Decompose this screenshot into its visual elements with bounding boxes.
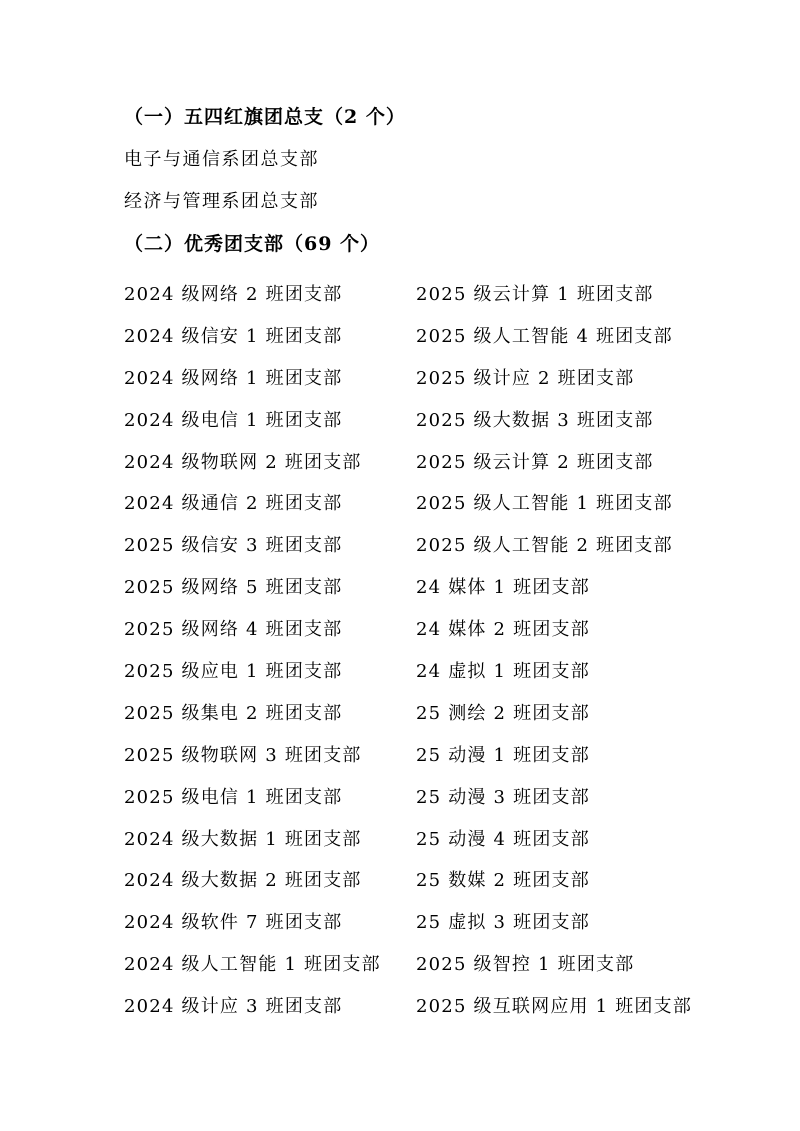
list-row [124,860,704,902]
list-row [124,735,704,777]
list-item: 25 动漫 1 班团支部 [416,744,590,766]
list-row [124,274,704,316]
list-row [124,525,704,567]
list-item: 2025 级人工智能 2 班团支部 [416,535,673,557]
list-item: 2024 级网络 1 班团支部 [124,367,343,389]
list-item: 25 虚拟 3 班团支部 [416,912,590,934]
list-item: 2024 级大数据 1 班团支部 [124,828,362,850]
list-row [124,567,704,609]
list-row [124,777,704,819]
list-row [124,400,704,442]
section-1-item: 经济与管理系团总支部 [124,191,319,212]
list-item: 2024 级电信 1 班团支部 [124,409,343,431]
list-item: 2024 级计应 3 班团支部 [124,996,343,1018]
list-item: 24 媒体 1 班团支部 [416,577,590,599]
list-item: 2025 级网络 4 班团支部 [124,619,343,641]
list-item: 2025 级互联网应用 1 班团支部 [416,996,693,1018]
list-item: 2024 级信安 1 班团支部 [124,325,343,347]
list-row [124,609,704,651]
list-row [124,693,704,735]
list-row [124,316,704,358]
list-item: 25 动漫 4 班团支部 [416,828,590,850]
list-row [124,944,704,986]
list-item: 2025 级云计算 2 班团支部 [416,451,654,473]
list-item: 2025 级电信 1 班团支部 [124,786,343,808]
list-item: 2024 级软件 7 班团支部 [124,912,343,934]
list-item: 2025 级物联网 3 班团支部 [124,744,362,766]
list-item: 2025 级网络 5 班团支部 [124,577,343,599]
list-row [124,902,704,944]
section-2-heading: （二）优秀团支部（69 个） [124,233,381,255]
list-item: 2025 级集电 2 班团支部 [124,702,343,724]
list-item: 25 动漫 3 班团支部 [416,786,590,808]
list-item: 2024 级通信 2 班团支部 [124,493,343,515]
section-1-heading: （一）五四红旗团总支（2 个） [124,106,406,128]
list-row [124,819,704,861]
list-item: 2025 级智控 1 班团支部 [416,954,635,976]
list-row [124,483,704,525]
branch-list [124,274,704,1028]
list-item: 25 数媒 2 班团支部 [416,870,590,892]
list-item: 2025 级计应 2 班团支部 [416,367,635,389]
list-item: 2024 级人工智能 1 班团支部 [124,954,381,976]
list-row [124,442,704,484]
list-item: 2025 级信安 3 班团支部 [124,535,343,557]
list-item: 2024 级网络 2 班团支部 [124,283,343,305]
list-item: 2025 级应电 1 班团支部 [124,660,343,682]
list-item: 2025 级人工智能 4 班团支部 [416,325,673,347]
list-item: 24 虚拟 1 班团支部 [416,660,590,682]
list-row [124,651,704,693]
list-item: 2024 级大数据 2 班团支部 [124,870,362,892]
list-item: 2025 级大数据 3 班团支部 [416,409,654,431]
list-row [124,986,704,1028]
list-item: 25 测绘 2 班团支部 [416,702,590,724]
list-item: 2025 级人工智能 1 班团支部 [416,493,673,515]
list-item: 2024 级物联网 2 班团支部 [124,451,362,473]
list-row [124,358,704,400]
section-1-item: 电子与通信系团总支部 [124,149,319,170]
list-item: 24 媒体 2 班团支部 [416,619,590,641]
list-item: 2025 级云计算 1 班团支部 [416,283,654,305]
